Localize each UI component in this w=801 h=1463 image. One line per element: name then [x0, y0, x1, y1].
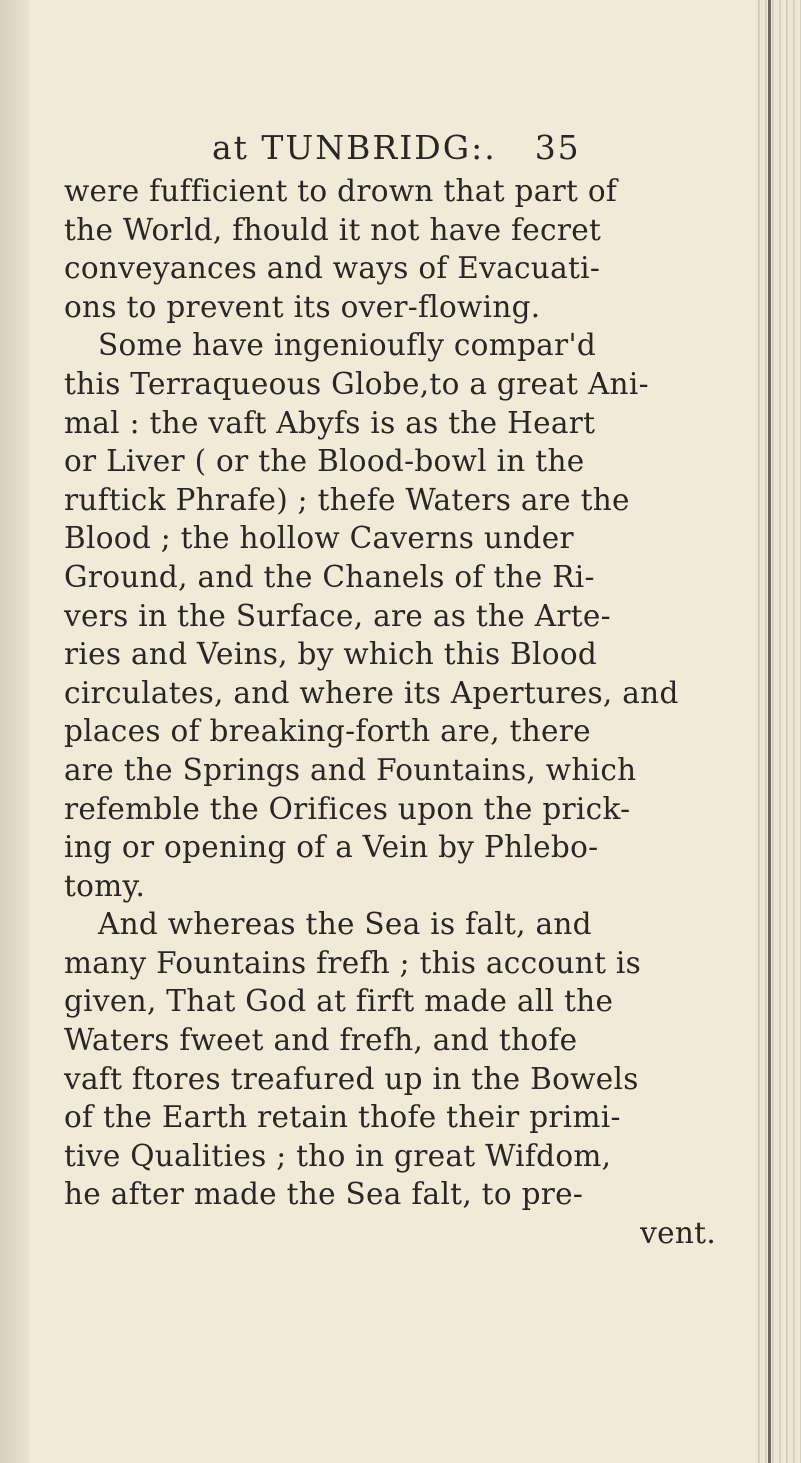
- text-line: or Liver ( or the Blood-bowl in the: [64, 444, 585, 479]
- text-line: this Terraqueous Globe,to a great Ani-: [64, 366, 649, 401]
- running-header: [212, 128, 581, 167]
- text-line: ing or opening of a Vein by Phlebo-: [64, 830, 599, 865]
- text-line: vers in the Surface, are as the Arte-: [64, 598, 611, 633]
- text-line: many Fountains frefh ; this account is: [64, 945, 642, 980]
- text-line: circulates, and where its Apertures, and: [64, 675, 679, 710]
- text-line: Blood ; the hollow Caverns under: [64, 521, 574, 556]
- body-text: [64, 172, 724, 1253]
- text-line: ons to prevent its over-flowing.: [64, 289, 541, 324]
- running-title: at TUNBRIDG:.: [212, 128, 497, 167]
- text-line: given, That God at firft made all the: [64, 984, 614, 1019]
- text-line: are the Springs and Fountains, which: [64, 752, 637, 787]
- text-line: And whereas the Sea is falt, and: [98, 907, 592, 942]
- text-line: tive Qualities ; tho in great Wifdom,: [64, 1138, 612, 1173]
- text-line: Waters fweet and frefh, and thofe: [64, 1023, 578, 1058]
- text-line: ruftick Phrafe) ; thefe Waters are the: [64, 482, 630, 517]
- text-line: vaft ftores treafured up in the Bowels: [64, 1061, 639, 1096]
- text-line: Some have ingenioufly compar'd: [98, 328, 597, 363]
- text-line: the World, fhould it not have fecret: [64, 212, 602, 247]
- text-line: places of breaking-forth are, there: [64, 714, 591, 749]
- text-line: were fufficient to drown that part of: [64, 174, 618, 208]
- text-line: tomy.: [64, 868, 146, 903]
- text-line: ries and Veins, by which this Blood: [64, 637, 598, 672]
- page-edge-shadow: [768, 0, 771, 1463]
- text-line: of the Earth retain thofe their primi-: [64, 1100, 621, 1135]
- page-number: 35: [534, 128, 581, 167]
- text-line: refemble the Orifices upon the prick-: [64, 791, 631, 826]
- text-line: he after made the Sea falt, to pre-: [64, 1177, 584, 1212]
- catchword: vent.: [640, 1216, 716, 1251]
- text-line: conveyances and ways of Evacuati-: [64, 251, 601, 286]
- page-edges: [755, 0, 801, 1463]
- text-line: mal : the vaft Abyfs is as the Heart: [64, 405, 596, 440]
- page-gutter: [0, 0, 30, 1463]
- text-line: Ground, and the Chanels of the Ri-: [64, 559, 595, 594]
